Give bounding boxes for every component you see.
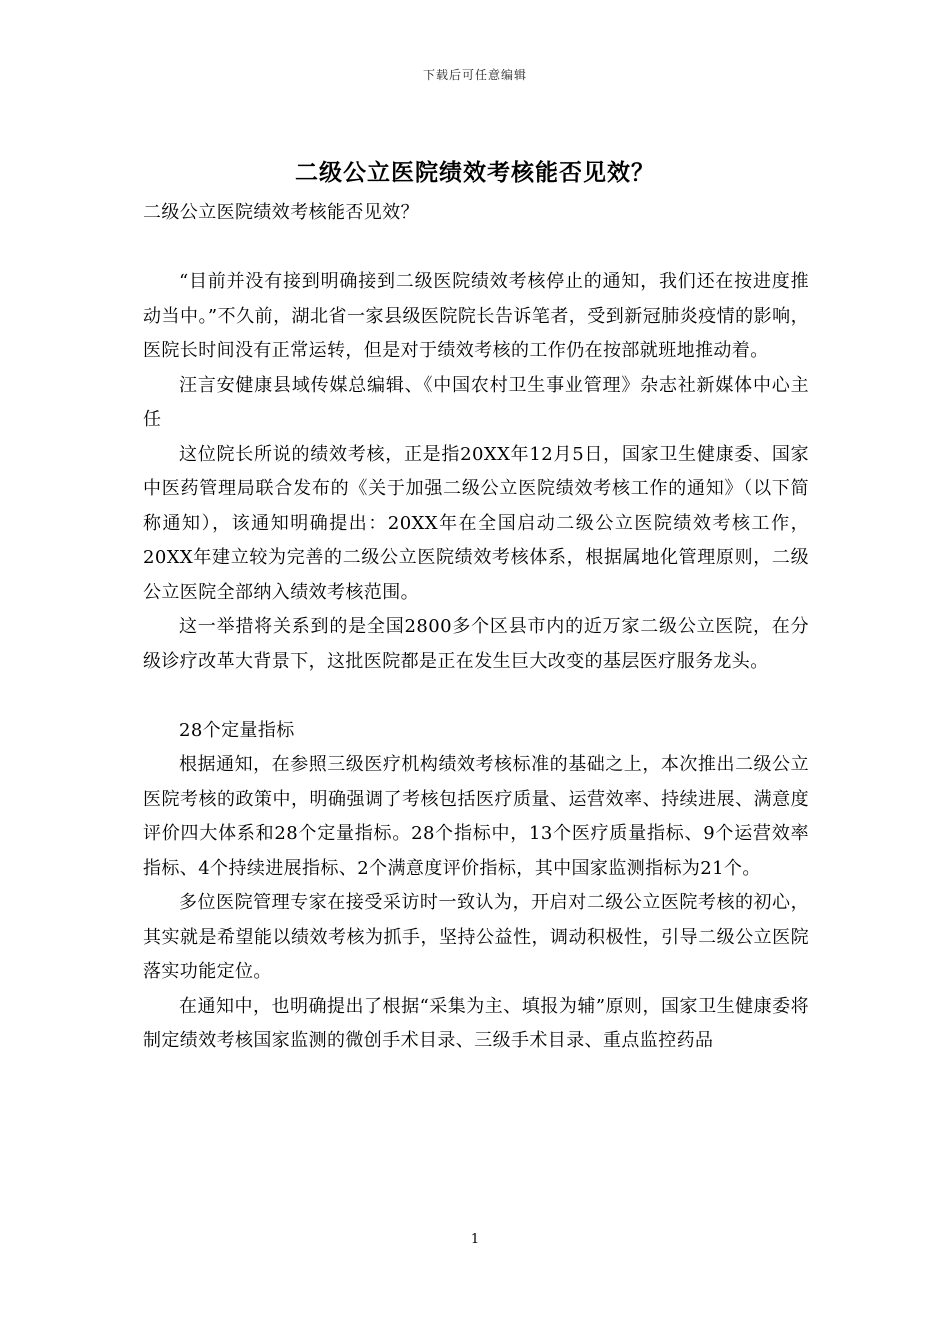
document-body xyxy=(143,196,809,1059)
document-subtitle: 二级公立医院绩效考核能否见效？ xyxy=(143,202,419,223)
paragraph-opening-quote: “目前并没有接到明确接到二级医院绩效考核停止的通知，我们还在按进度推动当中。”不久前，湖北省一家县级医院院长告诉笔者，受到新冠肺炎疫情的影响，医院长时间没有正常运转，但是对于绩效考核的工作仍在按部就班地推动着。 xyxy=(143,271,809,361)
paragraph-notice-description: 这位院长所说的绩效考核，正是指20XX年12月5日，国家卫生健康委、国家中医药管理局联合发布的《关于加强二级公立医院绩效考核工作的通知》（以下简称通知），该通知明确提出：20XX年在全国启动二级公立医院绩效考核工作，20XX年建立较为完善的二级公立医院绩效考核体系，根据属地化管理原则，二级公立医院全部纳入绩效考核范围。 xyxy=(143,443,809,603)
paragraph-author-byline: 汪言安健康县域传媒总编辑、《中国农村卫生事业管理》杂志社新媒体中心主任 xyxy=(143,374,809,430)
paragraph-data-collection: 在通知中，也明确提出了根据“采集为主、填报为辅”原则，国家卫生健康委将制定绩效考核国家监测的微创手术目录、三级手术目录、重点监控药品 xyxy=(143,995,809,1051)
paragraph-expert-opinion: 多位医院管理专家在接受采访时一致认为，开启对二级公立医院考核的初心，其实就是希望能以绩效考核为抓手，坚持公益性，调动积极性，引导二级公立医院落实功能定位。 xyxy=(143,892,809,982)
page-number: 1 xyxy=(470,1232,480,1247)
paragraph-hospital-scope: 这一举措将关系到的是全国2800多个区县市内的近万家二级公立医院，在分级诊疗改革大背景下，这批医院都是正在发生巨大改变的基层医疗服务龙头。 xyxy=(143,616,809,672)
page-header-note: 下载后可任意编辑 xyxy=(422,68,527,82)
paragraph-indicator-details: 根据通知，在参照三级医疗机构绩效考核标准的基础之上，本次推出二级公立医院考核的政策中，明确强调了考核包括医疗质量、运营效率、持续进展、满意度评价四大体系和28个定量指标。28个指标中，13个医疗质量指标、9个运营效率指标、4个持续进展指标、2个满意度评价指标，其中国家监测指标为21个。 xyxy=(143,754,809,879)
document-title: 二级公立医院绩效考核能否见效？ xyxy=(295,159,655,186)
section-heading-indicators: 28个定量指标 xyxy=(179,719,295,741)
